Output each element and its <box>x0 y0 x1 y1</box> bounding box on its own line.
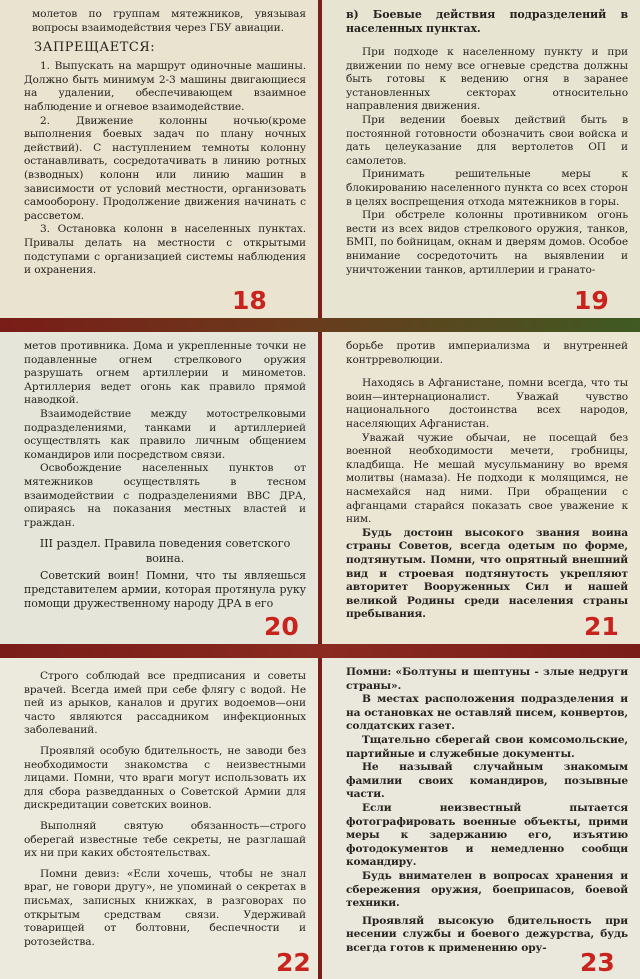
page-23-line-4: Не называй случайным знакомым фамилии своих командиров, позывные части. <box>346 761 628 801</box>
page-20-line-3: Освобождение населенных пунктов от мятежников осуществлять в тесном взаимодействии с подразделениями ВВС ДРА, опираясь на показания местных властей и граждан. <box>24 462 306 529</box>
page-23-line-6: Будь внимателен в вопросах хранения и сбережения оружия, боеприпасов, боевой техники. <box>346 869 628 910</box>
page-22-line-2: Проявляй особую бдительность, не заводи без необходимости знакомства с неизвестными лицами. Помни, что враги могут использовать их для сбора разведданных о Советской Армии для дискредитации советских воинов. <box>24 744 306 812</box>
page-22-line-3: Выполняй святую обязанность—строго оберегай известные тебе секреты, не разглашай их ни при каких обстоятельствах. <box>24 819 306 860</box>
page-20 <box>0 332 318 644</box>
page-21 <box>322 332 640 644</box>
page-18 <box>0 0 318 318</box>
divider-band-top <box>0 318 640 332</box>
page-number-23: 23 <box>580 948 615 977</box>
page-23-line-2: В местах расположения подразделения и на остановках не оставляй писем, конвертов, солдатских газет. <box>346 693 628 733</box>
page-number-19: 19 <box>574 286 609 315</box>
page-19-line-2: При подходе к населенному пункту и при движении по нему все огневые средства должны быть готовы к ведению огня в заранее установленных секторах относительно направления движения. <box>346 46 628 113</box>
page-20-line-5: Советский воин! Помни, что ты являешься представителем армии, которая протянула руку помощи дружественному народу ДРА в его <box>24 569 306 610</box>
page-22-line-4: Помни девиз: «Если хочешь, чтобы не знал враг, не говори другу», не упоминай о секретах в письмах, записных книжках, в разговорах по открытым средствам связи. Удерживай товарищей от болтовни, беспечности и ротозейства. <box>24 867 306 948</box>
page-23 <box>322 658 640 979</box>
page-23-line-5: Если неизвестный пытается фотографировать военные объекты, прими меры к задержанию его, изъятию фотодокументов и немедленно сообщи командиру. <box>346 801 628 869</box>
page-19-line-5: При обстреле колонны противником огонь вести из всех видов стрелкового оружия, танков, БМП, по бойницам, окнам и дверям домов. Особое внимание сосредоточить на выявлении и уничтожении танков, артиллерии и гранато- <box>346 209 628 276</box>
page-number-18: 18 <box>232 286 267 315</box>
page-18-line-1: молетов по группам мятежников, увязывая вопросы взаимодействия через ГБУ авиации. <box>32 8 306 34</box>
page-number-22: 22 <box>276 948 311 977</box>
page-18-line-3: 1. Выпускать на маршрут одиночные машины. Должно быть минимум 2-3 машины двигающиеся на удалении, обеспечивающем взаимное наблюдение и огневое взаимодействие. <box>24 60 306 113</box>
page-number-21: 21 <box>584 612 619 641</box>
page-20-line-2: Взаимодействие между мотострелковыми подразделениями, танками и артиллерией осуществлять как правило личным общением командиров или посредством связи. <box>24 407 306 461</box>
page-19-line-4: Принимать решительные меры к блокированию населенного пункта со всех сторон в целях воспрещения отхода мятежников в горы. <box>346 168 628 208</box>
page-23-line-1: Помни: «Болтуны и шептуны - злые недруги страны». <box>346 666 628 692</box>
page-20-section-heading: III раздел. Правила поведения советского воина. <box>39 536 291 565</box>
page-number-20: 20 <box>264 612 299 641</box>
page-20-line-1: метов противника. Дома и укрепленные точки не подавленные огнем стрелкового оружия разрушать огнем артиллерии и минометов. Артиллерия ведет огонь как правило прямой наводкой. <box>24 340 306 407</box>
page-19-line-3: При ведении боевых действий быть в постоянной готовности обозначить свои войска и дать целеуказание для вертолетов ОП и самолетов. <box>346 113 628 167</box>
page-21-line-4: Будь достоин высокого звания воина страны Советов, всегда одетым по форме, подтянутым. Помни, что опрятный внешний вид и строевая подтянутость укрепляют авторитет Вооруженных Сил и нашей великой Родины среди населения страны пребывания. <box>346 526 628 621</box>
page-22-line-1: Строго соблюдай все предписания и советы врачей. Всегда имей при себе флягу с водой. Не пей из арыков, каналов и других водоемов—они часто являются рассадником инфекционных заболеваний. <box>24 670 306 737</box>
page-23-line-3: Тщательно сберегай свои комсомольские, партийные и служебные документы. <box>346 733 628 760</box>
page-21-line-1: борьбе против империализма и внутренней контрреволюции. <box>346 340 628 366</box>
page-22 <box>0 658 318 979</box>
page-18-line-4: 2. Движение колонны ночью(кроме выполнения боевых задач по плану ночных действий). С наступлением темноты колонну останавливать, сосредотачивать в линию ротных (взводных) колонн или линию машин в зависимости от условий местности, организовать самооборону. Продолжение движения начинать с рассветом. <box>24 114 306 222</box>
page-21-line-2: Находясь в Афганистане, помни всегда, что ты воин—интернационалист. Уважай чувство национального достоинства всех народов, населяющих Афганистан. <box>346 377 628 430</box>
page-19 <box>322 0 640 318</box>
page-18-line-5: 3. Остановка колонн в населенных пунктах. Привалы делать на местности с открытыми подступами с организацией системы наблюдения и охранения. <box>24 223 306 277</box>
page-19-heading: в) Боевые действия подразделений в населенных пунктах. <box>346 8 628 35</box>
divider-band-bottom <box>0 644 640 658</box>
page-21-line-3: Уважай чужие обычаи, не посещай без военной необходимости мечети, гробницы, кладбища. Не мешай мусульманину во время молитвы (намаза). Не подходи к молящимся, не насмехайся над ними. При обращении с афганцами старайся показать свое уважение к ним. <box>346 431 628 526</box>
page-18-heading: ЗАПРЕЩАЕТСЯ: <box>34 40 156 56</box>
page-23-line-7: Проявляй высокую бдительность при несении службы и боевого дежурства, будь всегда готов к применению ору- <box>346 914 628 954</box>
